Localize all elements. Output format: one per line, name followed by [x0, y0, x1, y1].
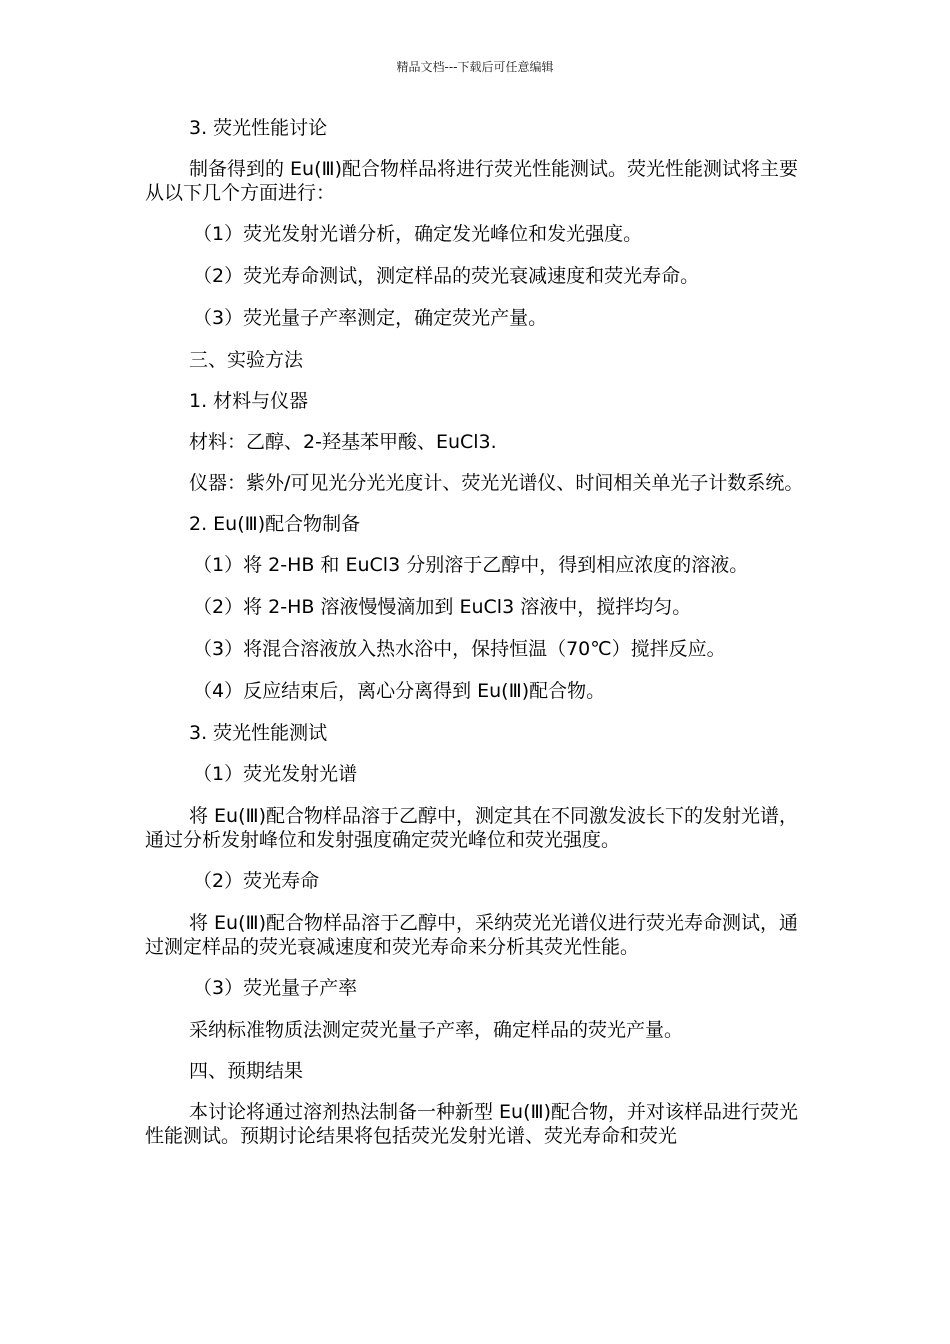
body-paragraph: 将 Eu(Ⅲ)配合物样品溶于乙醇中，采纳荧光光谱仪进行荧光寿命测试，通过测定样品的荧光衰减速度和荧光寿命来分析其荧光性能。	[145, 912, 799, 958]
list-item: （3）将混合溶液放入热水浴中，保持恒温（70℃）搅拌反应。	[193, 638, 726, 660]
list-item: （1）荧光发射光谱	[193, 763, 358, 785]
list-item: （4）反应结束后，离心分离得到 Eu(Ⅲ)配合物。	[193, 680, 606, 702]
section-heading: 2. Eu(Ⅲ)配合物制备	[189, 513, 361, 535]
list-item: （3）荧光量子产率测定，确定荧光产量。	[193, 307, 548, 329]
list-item: （1）将 2-HB 和 EuCl3 分别溶于乙醇中，得到相应浓度的溶液。	[193, 554, 749, 576]
body-paragraph: 制备得到的 Eu(Ⅲ)配合物样品将进行荧光性能测试。荧光性能测试将主要从以下几个方面进行：	[145, 158, 799, 204]
body-paragraph: 采纳标准物质法测定荧光量子产率，确定样品的荧光产量。	[189, 1019, 684, 1041]
body-paragraph: 将 Eu(Ⅲ)配合物样品溶于乙醇中，测定其在不同激发波长下的发射光谱，通过分析发射峰位和发射强度确定荧光峰位和荧光强度。	[145, 805, 799, 851]
list-item: （3）荧光量子产率	[193, 977, 358, 999]
section-heading: 1. 材料与仪器	[189, 390, 309, 412]
list-item: （1）荧光发射光谱分析，确定发光峰位和发光强度。	[193, 223, 643, 245]
list-item: （2）荧光寿命测试，测定样品的荧光衰减速度和荧光寿命。	[193, 265, 700, 287]
body-paragraph: 材料：乙醇、2-羟基苯甲酸、EuCl3.	[189, 431, 497, 453]
section-heading: 3. 荧光性能测试	[189, 722, 328, 744]
document-body	[145, 116, 805, 1165]
list-item: （2）荧光寿命	[193, 870, 320, 892]
section-heading: 三、实验方法	[189, 349, 304, 371]
body-paragraph: 仪器：紫外/可见光分光光度计、荧光光谱仪、时间相关单光子计数系统。	[189, 472, 804, 494]
section-heading: 四、预期结果	[189, 1060, 304, 1082]
section-heading: 3. 荧光性能讨论	[189, 117, 328, 139]
list-item: （2）将 2-HB 溶液慢慢滴加到 EuCl3 溶液中，搅拌均匀。	[193, 596, 692, 618]
body-paragraph: 本讨论将通过溶剂热法制备一种新型 Eu(Ⅲ)配合物，并对该样品进行荧光性能测试。预期讨论结果将包括荧光发射光谱、荧光寿命和荧光	[145, 1101, 799, 1147]
page-header-watermark: 精品文档---下载后可任意编辑	[396, 60, 554, 74]
